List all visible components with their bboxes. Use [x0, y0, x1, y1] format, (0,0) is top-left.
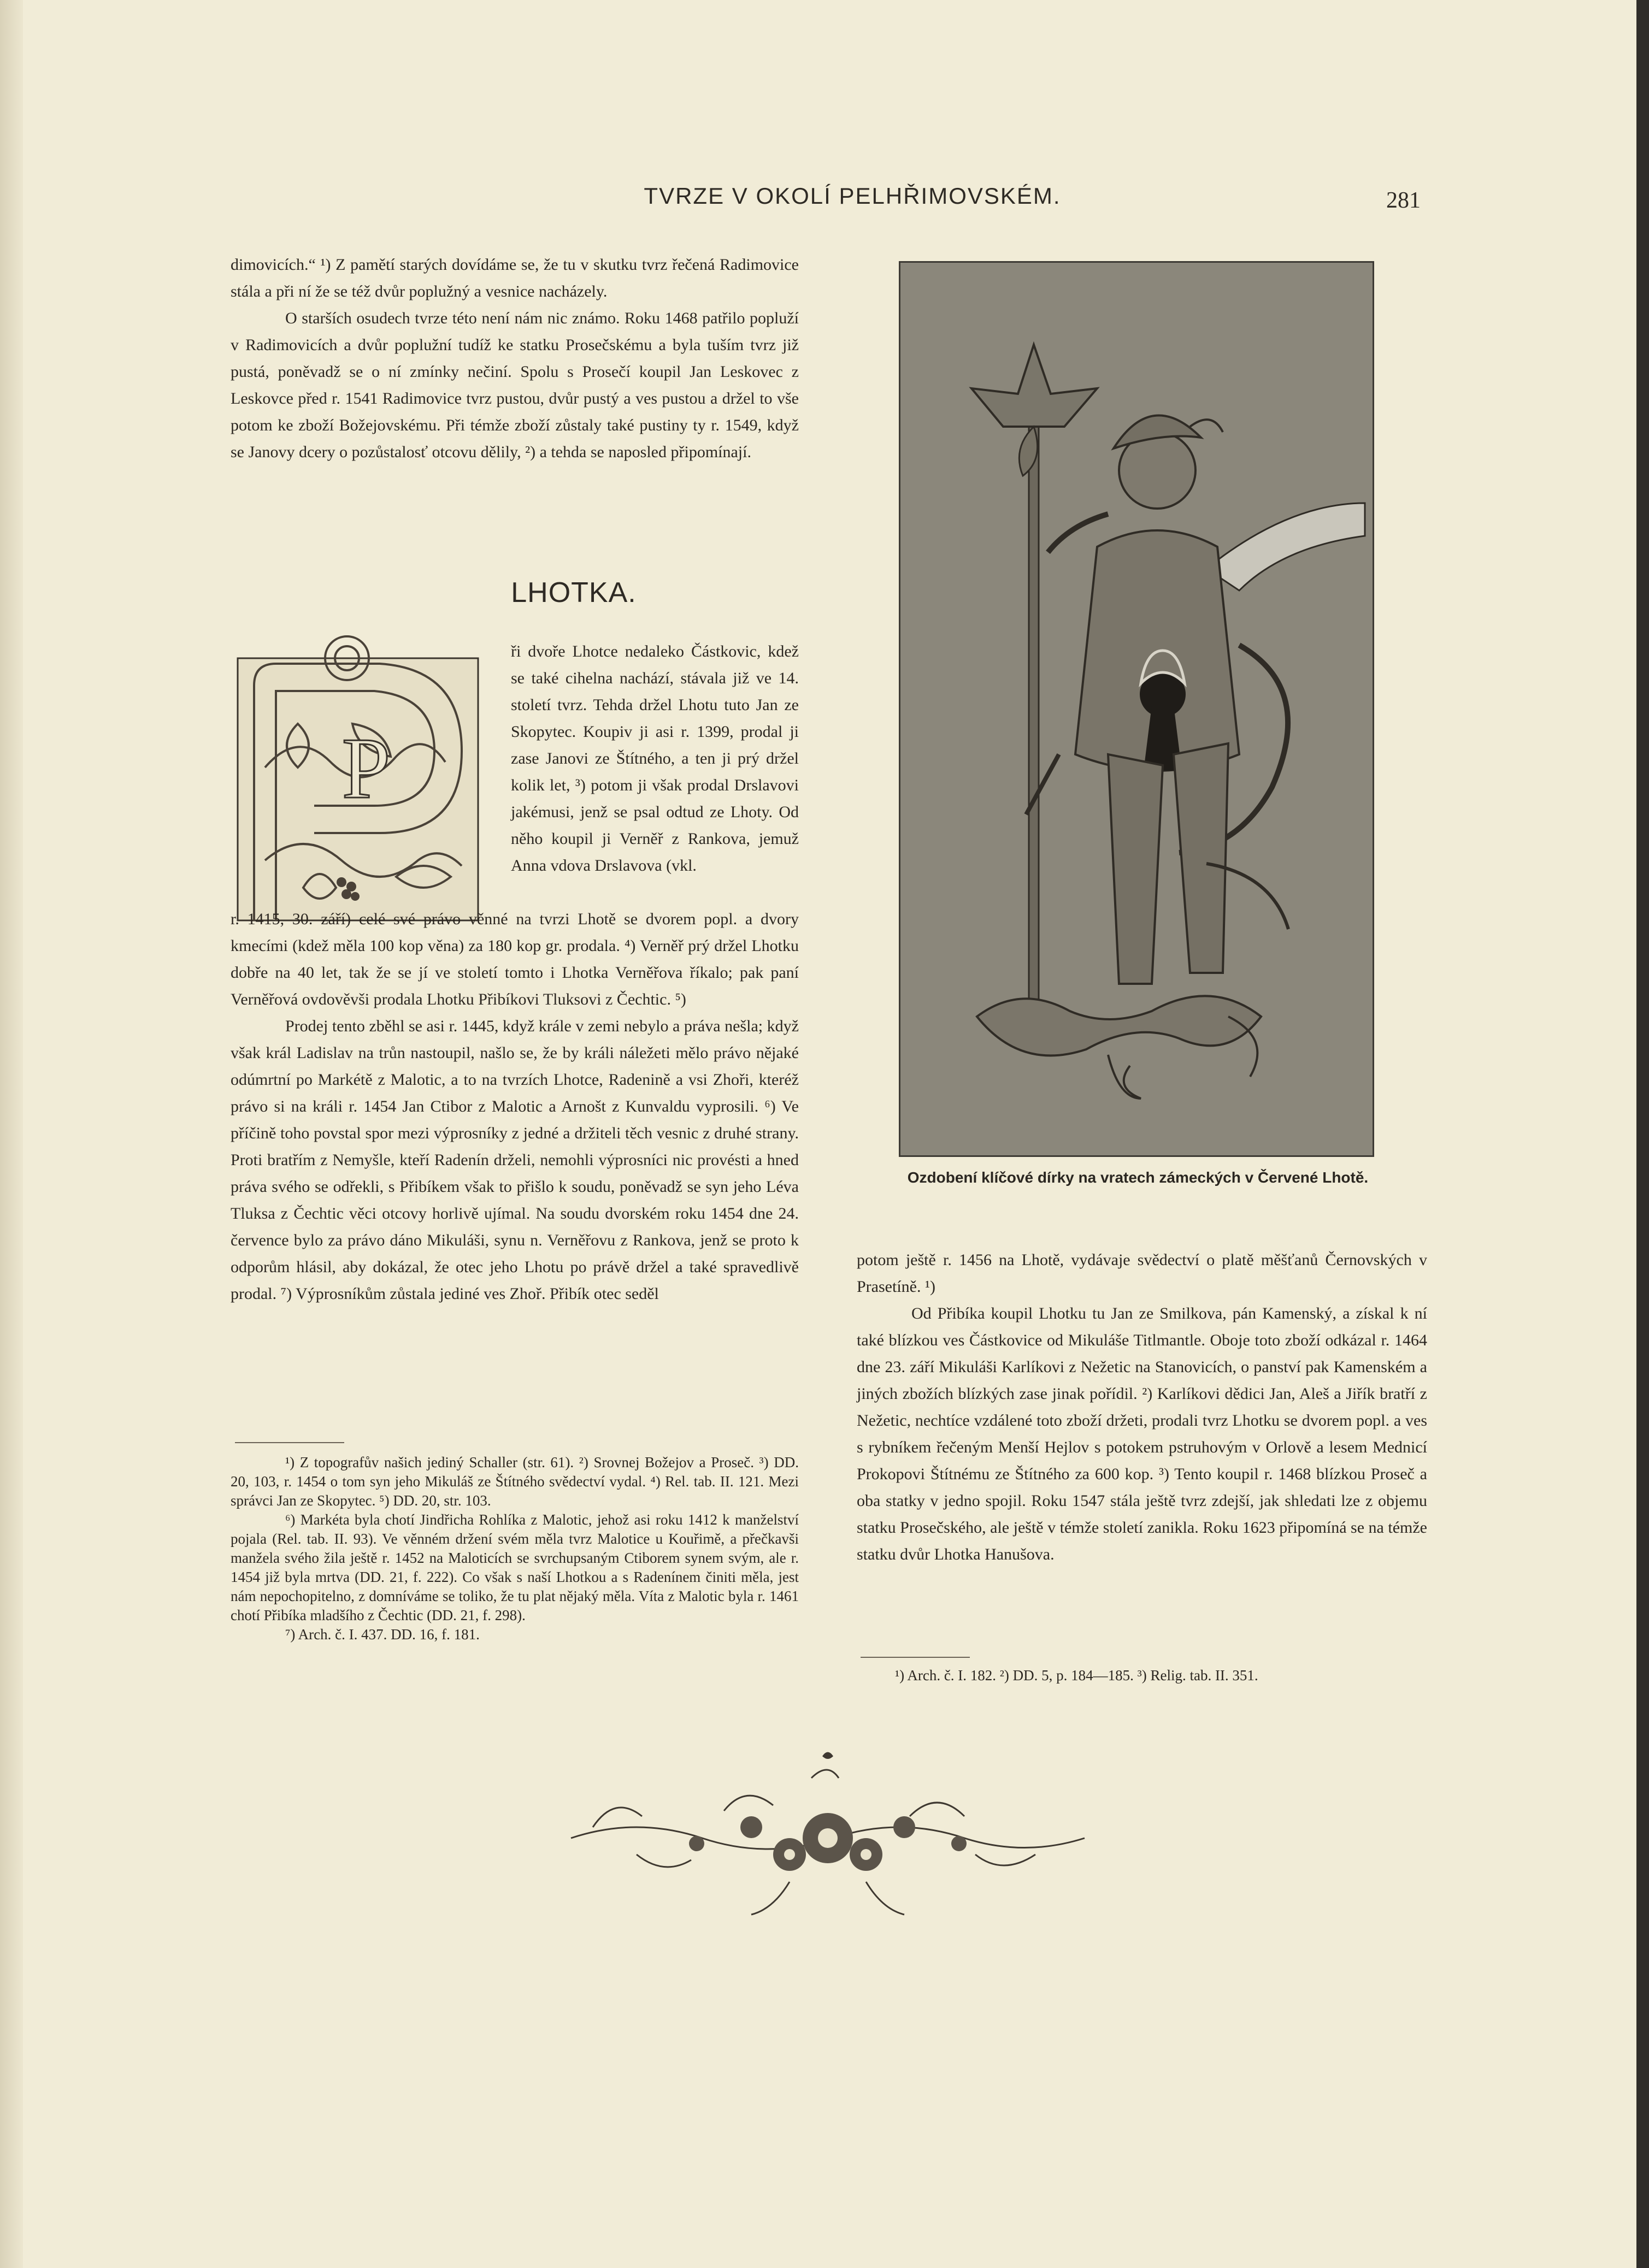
- keyhole-guard-illustration: [900, 263, 1373, 1155]
- ornamental-initial: [232, 625, 489, 931]
- initial-letter: P: [341, 719, 391, 817]
- top-text-block: [231, 251, 799, 465]
- footnote: ⁷) Arch. č. I. 437. DD. 16, f. 181.: [285, 1626, 480, 1643]
- paragraph: O starších osudech tvrze této není nám nic známo. Roku 1468 patřilo popluží v Radimovicích a dvůr poplužní tudíž ke statku Prosečskému a byla tuším tvrz již pustá, poněvadž se o ní zmínky nečiní. Spolu s Prosečí koupil Jan Leskovec z Leskovce před r. 1541 Radimovice tvrz pustou, dvůr pustý a ves pustou a držel to vše potom ke zboží Božejovskému. Při témže zboží zůstaly také pustiny ty r. 1549, když se Janovy dcery o pozůstalosť otcovu dělily, ²) a tehda se naposled připomínají.: [231, 309, 799, 461]
- paragraph: Prodej tento zběhl se asi r. 1445, když krále v zemi nebylo a práva nešla; když však král Ladislav na trůn nastoupil, našlo se, že by králi náležeti mělo právo nějaké odúmrtní po Markétě z Malotic, a to na tvrzích Lhotce, Radenině a vsi Zhoři, kteréž právo si na králi r. 1454 Jan Ctibor z Malotic a Arnošt z Kunvaldu vyprosili. ⁶) Ve příčině toho povstal spor mezi výprosníky z jedné a držiteli těch vesnic z druhé strany. Proti bratřím z Nemyšle, kteří Radenín drželi, nemohli výprosníci nic provésti a hned práva svého se odřekli, s Přibíkem však to přišlo k soudu, poněvadž se syn jeho Léva Tluksa z Čechtic věci otcovy horlivě ujímal. Na soudu dvorském roku 1454 dne 24. července bylo za právo dáno Mikuláši, synu n. Verněřovu z Rankova, jenž se proto k odporům hlásil, aby dokázal, že otec jeho Lhotu po právě držel a také spravedlivě prodal. ⁷) Výprosníkům zůstala jediné ves Zhoř. Přibík otec seděl: [231, 1017, 799, 1303]
- right-text-block: [857, 1247, 1427, 1568]
- paragraph: dimovicích.“ ¹) Z pamětí starých dovídáme se, že tu v skutku tvrz řečená Radimovice stála a při ní že se též dvůr poplužný a vesnice nacházely.: [231, 256, 799, 300]
- page-number: 281: [1386, 188, 1421, 213]
- running-title: TVRZE V OKOLÍ PELHŘIMOVSKÉM.: [644, 183, 1061, 209]
- binding-gutter: [0, 0, 23, 2268]
- floral-tailpiece-ornament: [560, 1745, 1096, 1931]
- footnotes-right: [857, 1666, 1427, 1685]
- footnote: ¹) Z topografův našich jediný Schaller (str. 61). ²) Srovnej Božejov a Proseč. ³) DD. 20, 103, r. 1454 o tom syn jeho Mikuláš ze Štítného svědectví vydal. ⁴) Rel. tab. II. 121. Mezi správci Jan ze Skopytec. ⁵) DD. 20, str. 103.: [231, 1454, 799, 1509]
- page-edge: [1636, 0, 1649, 2268]
- footnote: ¹) Arch. č. I. 182. ²) DD. 5, p. 184—185. ³) Relig. tab. II. 351.: [895, 1667, 1258, 1684]
- paragraph: ři dvoře Lhotce nedaleko Částkovic, kdež se také cihelna nachází, stávala již ve 14. století tvrz. Tehda držel Lhotu tuto Jan ze Skopytec. Koupiv ji asi r. 1399, prodal ji zase Janovi ze Štítného, a ten ji prý držel kolik let, ³) potom ji však prodal Drslavovi jakémusi, jenž se psal odtud ze Lhoty. Od něho koupil ji Verněř z Rankova, jemuž Anna vdova Drslavova (vkl.: [511, 642, 799, 875]
- footnote-rule: [861, 1657, 970, 1658]
- main-text-block: [231, 906, 799, 1307]
- paragraph: potom ještě r. 1456 na Lhotě, vydávaje svědectví o platě měšťanů Černovských v Prasetíně. ¹): [857, 1251, 1427, 1296]
- figure-caption: Ozdobení klíčové dírky na vratech zámeckých v Červené Lhotě.: [907, 1169, 1369, 1186]
- footnote: ⁶) Markéta byla chotí Jindřicha Rohlíka z Malotic, jehož asi roku 1412 k manželství pojala (Rel. tab. II. 93). Ve věnném držení svém měla tvrz Malotice u Kouřimě, a přečkavši manžela svého žila ještě r. 1452 na Maloticích se svrchupsaným Ctiborem synem svým, ale r. 1454 již byla mrtva (DD. 21, f. 222). Co však s naší Lhotkou a s Radenínem činiti měla, jest nám nepochopitelno, z domníváme se toliko, že tu plat nějaký měla. Víta z Malotic byla r. 1461 chotí Přibíka mladšího z Čechtic (DD. 21, f. 298).: [231, 1511, 799, 1623]
- text-beside-initial: [511, 638, 799, 879]
- figure-keyhole-guard: [899, 261, 1374, 1157]
- paragraph: Od Přibíka koupil Lhotku tu Jan ze Smilkova, pán Kamenský, a získal k ní také blízkou ves Částkovice od Mikuláše Titlmantle. Oboje toto zboží odkázal r. 1464 dne 23. září Mikuláši Karlíkovi z Nežetic na Stanovicích, o panství pak Kamenském a jiných zbožích blízkých zase jinak pořídil. ²) Karlíkovi dědici Jan, Aleš a Jiřík bratří z Nežetic, nechtíce vzdálené toto zboží držeti, prodali tvrz Lhotku se dvorem popl. a ves s rybníkem řečeným Menší Hejlov s potokem pstruhovým v Orlově a lesem Mednicí Prokopovi Štítnému ze Štítného za 600 kop. ³) Tento koupil r. 1468 blízkou Proseč a oba statky v jedno spojil. Roku 1547 stála ještě tvrz zdejší, jak shledati lze z objemu statku Prosečského, ale ještě v témže století zanikla. Roku 1623 připomíná se na témže statku dvůr Lhotka Hanušova.: [857, 1304, 1427, 1563]
- butterfly-icon: [822, 1752, 833, 1759]
- footnotes-left: [231, 1453, 799, 1644]
- section-heading: LHOTKA.: [511, 577, 637, 609]
- paragraph: r. 1415, 30. září) celé své právo věnné na tvrzi Lhotě se dvorem popl. a dvory kmecími (kdež měla 100 kop věna) za 180 kop gr. prodala. ⁴) Verněř prý držel Lhotku dobře na 40 let, tak že se jí ve století tomto i Lhotka Verněřova říkalo; pak paní Verněřová ovdověvši prodala Lhotku Přibíkovi Tluksovi z Čechtic. ⁵): [231, 910, 799, 1008]
- footnote-rule: [235, 1442, 344, 1443]
